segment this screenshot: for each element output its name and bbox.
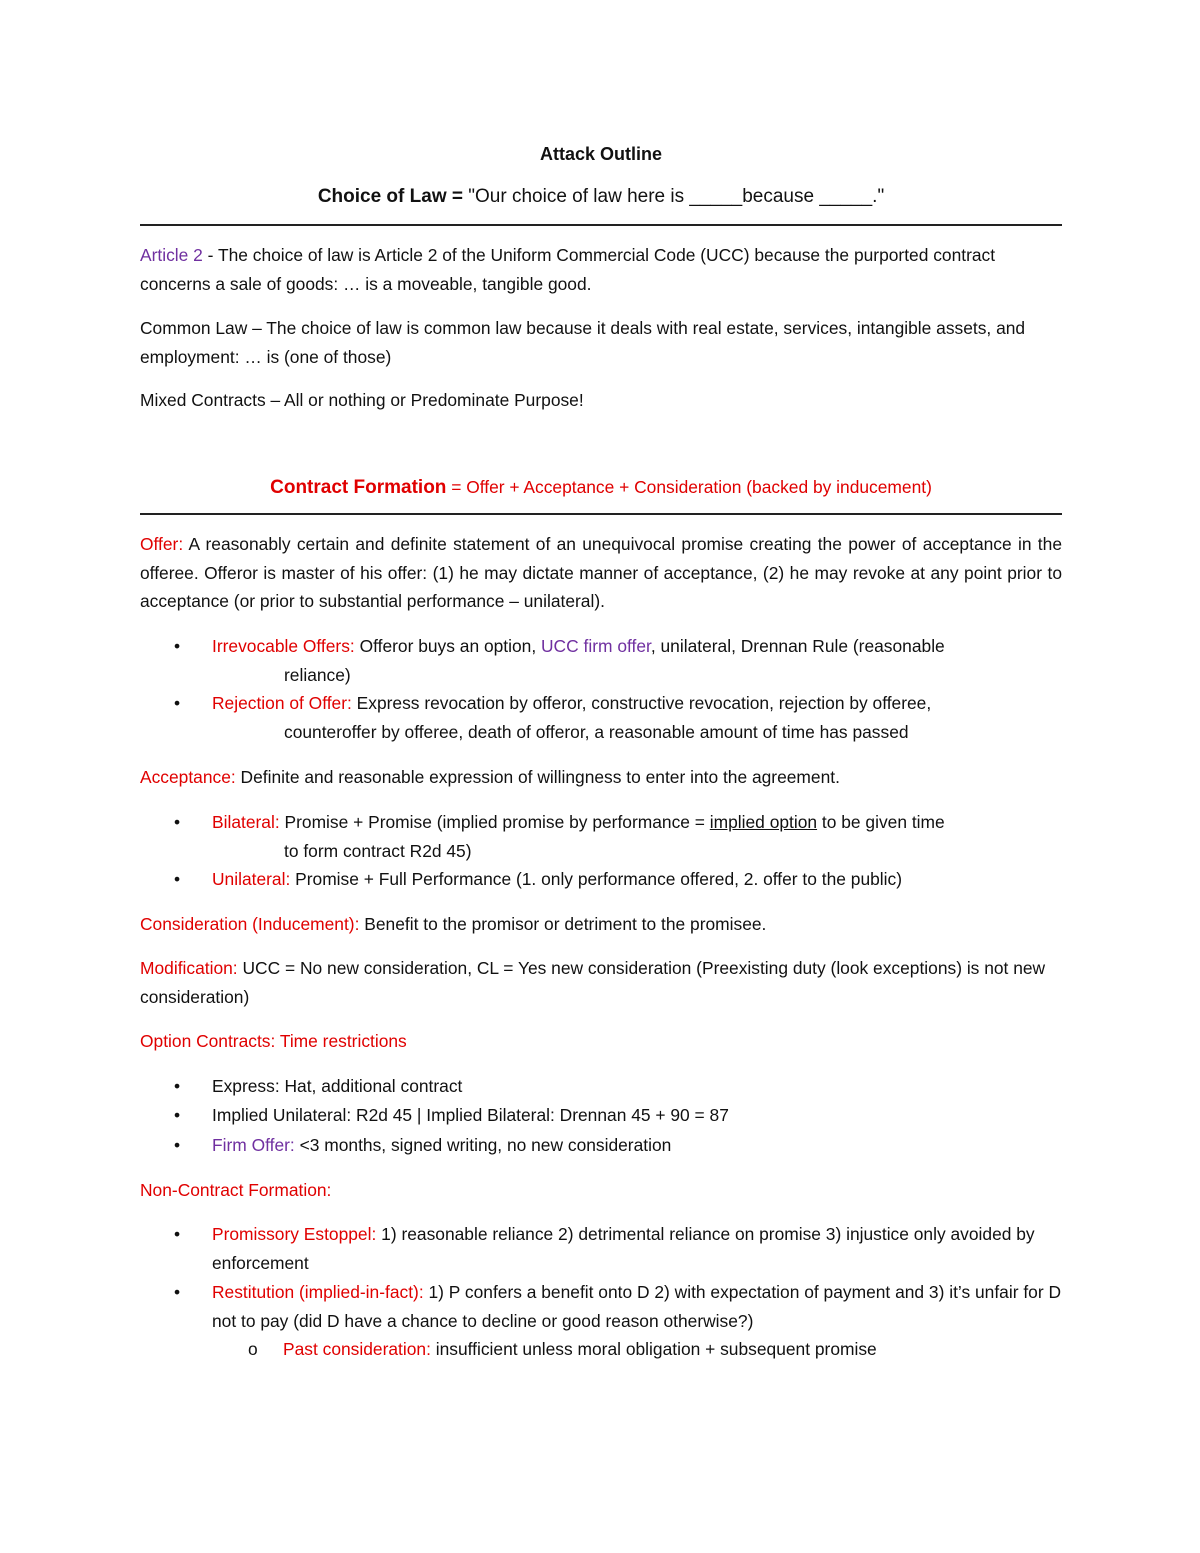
list-item — [140, 808, 1062, 865]
acceptance-text: Definite and reasonable expression of willingness to enter into the agreement. — [235, 767, 840, 787]
rejection-of-offer-label: Rejection of Offer: — [212, 693, 352, 713]
list-item-text: Promise + Promise (implied promise by performance = — [279, 812, 710, 832]
promissory-estoppel-label: Promissory Estoppel: — [212, 1224, 377, 1244]
restitution-label: Restitution (implied-in-fact): — [212, 1282, 424, 1302]
section-divider — [140, 513, 1062, 515]
non-contract-formation-label: Non-Contract Formation: — [140, 1180, 332, 1200]
list-item-text: 1) reasonable reliance 2) detrimental reliance on promise 3) injustice only avoided by enforcement — [212, 1224, 1035, 1273]
article-2-paragraph — [140, 241, 1062, 298]
bullet-icon: • — [174, 1076, 181, 1096]
list-item-continuation: counteroffer by offeree, death of offeror, a reasonable amount of time has passed — [284, 721, 909, 742]
list-item-text: to be given time — [817, 812, 945, 832]
list-item — [140, 632, 1062, 689]
sub-bullet-icon: o — [248, 1339, 258, 1359]
common-law-text: Common Law – The choice of law is common law because it deals with real estate, services, intangible assets, and employment: … is (one of those) — [140, 318, 1026, 367]
acceptance-bullet-list — [140, 808, 1062, 894]
modification-text: UCC = No new consideration, CL = Yes new consideration (Preexisting duty (look exceptions) is not new consideration) — [140, 958, 1046, 1007]
bullet-icon: • — [174, 1224, 181, 1244]
list-item — [140, 689, 1062, 746]
list-item-text: Promise + Full Performance (1. only performance offered, 2. offer to the public) — [290, 869, 903, 889]
section-divider — [140, 224, 1062, 226]
option-contracts-bullet-list — [140, 1072, 1062, 1160]
bullet-icon: • — [174, 1282, 181, 1302]
mixed-contracts-paragraph — [140, 386, 1062, 415]
list-item-continuation: reliance) — [284, 664, 351, 685]
option-contracts-heading — [140, 1027, 1062, 1056]
list-item-text: 1) P confers a benefit onto D 2) with expectation of payment and 3) it’s unfair for D not to pay (did D have a chance to decline or good reason otherwise?) — [212, 1282, 1062, 1331]
document-title: Attack Outline — [539, 144, 663, 164]
list-item — [140, 1131, 1062, 1160]
article-2-label: Article 2 — [140, 245, 203, 265]
consideration-paragraph — [140, 910, 1062, 939]
choice-of-law-heading-rest: "Our choice of law here is _____because _____." — [462, 186, 885, 207]
list-item-continuation: to form contract R2d 45) — [284, 840, 472, 861]
list-item-text: insufficient unless moral obligation + subsequent promise — [430, 1339, 877, 1359]
bullet-icon: • — [174, 1104, 181, 1125]
bullet-icon: • — [174, 812, 181, 832]
choice-of-law-heading — [140, 186, 1062, 208]
bullet-icon: • — [174, 693, 181, 713]
contract-formation-heading-bold: Contract Formation — [270, 477, 447, 498]
implied-option-text: implied option — [709, 812, 818, 832]
list-item — [140, 1278, 1062, 1335]
offer-paragraph — [140, 530, 1062, 616]
option-contracts-label: Option Contracts: Time restrictions — [140, 1031, 407, 1051]
consideration-label: Consideration (Inducement): — [140, 914, 360, 934]
list-item-text: Offeror buys an option, — [354, 636, 541, 656]
mixed-contracts-text: Mixed Contracts – All or nothing or Predominate Purpose! — [140, 390, 584, 410]
non-contract-bullet-list — [140, 1220, 1062, 1364]
sub-list-item — [140, 1335, 1062, 1364]
past-consideration-label: Past consideration: — [283, 1339, 431, 1359]
list-item-text: Express revocation by offeror, constructive revocation, rejection by offeree, — [351, 693, 932, 713]
contract-formation-heading-rest: = Offer + Acceptance + Consideration (backed by inducement) — [446, 477, 932, 497]
modification-label: Modification: — [140, 958, 238, 978]
bilateral-label: Bilateral: — [212, 812, 280, 832]
choice-of-law-heading-bold: Choice of Law = — [317, 186, 463, 207]
modification-paragraph — [140, 954, 1062, 1011]
offer-label: Offer: — [140, 534, 184, 554]
irrevocable-offers-label: Irrevocable Offers: — [212, 636, 355, 656]
article-2-text: - The choice of law is Article 2 of the Uniform Commercial Code (UCC) because the purported contract concerns a sale of goods: … is a moveable, tangible good. — [140, 245, 996, 294]
offer-text: A reasonably certain and definite statement of an unequivocal promise creating the power of acceptance in the offeree. Offeror is master of his offer: (1) he may dictate manner of acceptance, (2) he may revoke at any point prior to acceptance (or prior to substantial performance – unilateral). — [140, 534, 1062, 611]
firm-offer-label: Firm Offer: — [212, 1135, 295, 1155]
list-item-text: , unilateral, Drennan Rule (reasonable — [650, 636, 945, 656]
list-item-text: Express: Hat, additional contract — [212, 1076, 463, 1096]
list-item — [140, 1072, 1062, 1101]
list-item — [140, 1101, 1062, 1130]
common-law-paragraph — [140, 314, 1062, 371]
list-item-text: <3 months, signed writing, no new consideration — [294, 1135, 672, 1155]
bullet-icon: • — [174, 869, 181, 889]
list-item — [140, 1220, 1062, 1277]
consideration-text: Benefit to the promisor or detriment to the promisee. — [359, 914, 767, 934]
unilateral-label: Unilateral: — [212, 869, 291, 889]
list-item — [140, 865, 1062, 894]
bullet-icon: • — [174, 636, 181, 656]
contract-formation-heading — [140, 477, 1062, 499]
acceptance-label: Acceptance: — [140, 767, 236, 787]
list-item-text: Implied Unilateral: R2d 45 | Implied Bilateral: Drennan 45 + 90 = 87 — [212, 1104, 729, 1125]
bullet-icon: • — [174, 1135, 181, 1155]
offer-bullet-list — [140, 632, 1062, 746]
non-contract-formation-heading — [140, 1176, 1062, 1205]
acceptance-paragraph — [140, 763, 1062, 792]
ucc-firm-offer-text: UCC firm offer — [541, 636, 651, 656]
